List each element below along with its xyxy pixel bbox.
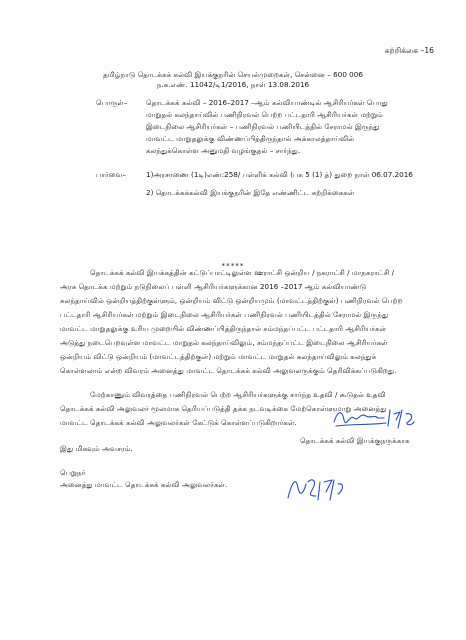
file-number-date: ந.க.எண். 11042/டி1/2016, நாள் 13.08.2016 — [156, 80, 310, 89]
subject-line: கலந்துக்கொள்ள அனுமதி வழங்குதல் – சார்ந்து. — [146, 146, 301, 155]
paragraph-line: பட்டதாரி ஆசிரியர்கள் மற்றும் இடைநிலை ஆசிரியர்கள் பணிநிரவல் பணியிடத்தில் சேராமல் இருந்து — [60, 310, 389, 319]
paragraph-line: மாவட்ட தொடக்கக் கல்வி அலுவலர்கள் கேட்டுக் கொள்ளப்படுகிறார்கள். — [60, 418, 297, 427]
subject-line: மாறுதல் கலந்தாய்வில் பணிநிரவல் பெற்ற பட்டதாரி ஆசிரியர்கள் மற்றும் — [146, 110, 383, 119]
signature — [330, 404, 420, 434]
subject-line: இடைநிலை ஆசிரியர்கள் – பணிநிரவல் பணியிடத்தில் சேராமல் இருந்து — [146, 122, 380, 131]
paragraph-line: மேற்காணும் விவரத்தை பணிநிரவல் பெற்ற ஆசிரியர்களுக்கு சார்ந்த உதவி / கூடுதல் உதவி — [90, 390, 386, 399]
reference-line: 1)அரசாணை (1டி)எண்:258/ பள்ளிக் கல்வி (பக 5 (1) த்) துறை நாள் 06.07.2016 — [146, 170, 413, 179]
paragraph-line: கொள்ளலாம் என்ற விவரம் அனைத்து மாவட்ட தொடக்கக் கல்வி அலுவலருக்கும் தெரிவிக்கப்படுகிறது. — [60, 366, 397, 375]
separator-stars: ***** — [221, 261, 245, 270]
recipient-text: அனைத்து மாவட்ட தொடக்கக் கல்வி அலுவலர்கள். — [60, 480, 228, 489]
reference-line: 2) தொடக்கக்கல்வி இயக்குநரின் இதே எண்ணிட்ட சுற்றிக்கைகள் — [146, 188, 355, 197]
paragraph-line: அடுத்து நடைபெறவுள்ள மாவட்ட மாறுதல் கலந்தாய்விலும், சம்மந்தப்பட்ட இடைநிலை ஆசிரியர்கள் — [60, 338, 388, 347]
reference-label: பார்வை– — [96, 170, 127, 179]
paragraph-line: தொடக்கக் கல்வி இயக்கத்தின் கட்டுப்பாட்டிலுள்ள ஊராட்சி ஒன்றிய / நகராட்சி / மாநகராட்சி / — [90, 268, 395, 277]
circular-number: சுற்றிக்கை –16 — [384, 46, 434, 55]
subject-label: பொருள்– — [96, 98, 128, 107]
paragraph-line: ஒன்றியம் விட்டு ஒன்றியம் (மாவட்டத்திற்குள்) மற்றும் மாவட்ட மாறுதல் கலந்தாய்விலும் கலந்துக் — [60, 352, 377, 361]
initials — [286, 472, 346, 506]
closing-line: இது மிகவும் அவசரம். — [60, 444, 133, 453]
paragraph-line: மாவட்ட மாறுதலுக்கு உரிய முறையில் விண்ணப்பித்திருந்தால் சம்மந்தப்பட்ட பட்டதாரி ஆசிரியர்கள் — [60, 324, 387, 333]
office-header: தமிழ்நாடு தொடக்கக் கல்வி இயக்குநரின் செயல்முறைகள், சென்னை – 600 006 — [103, 70, 363, 79]
paragraph-line: தொடக்கக் கல்வி அலுவலர் மூலமாக தெரியப்படுத்தி தக்க நடவடிக்கை மேற்கொள்ளுமாறு அனைத்து — [60, 404, 387, 413]
recipient-label: பெறுநர் — [60, 468, 86, 477]
subject-line: மாவட்ட மாறுதலுக்கு விண்ணப்பித்திருந்தால் அக்காலத்தாய்வில் — [146, 134, 355, 143]
paragraph-line: அரசு தொடக்க மற்றும் நடுநிலைப் பள்ளி ஆசிரியர்களுக்கான 2016 –2017 ஆம் கல்வியாண்டு — [60, 282, 367, 291]
paragraph-line: கலந்தாய்வில் ஒன்றியத்திற்குள்ளும், ஒன்றியம் விட்டு ஒன்றியமும் (மாவட்டத்திற்குள்) பணிநிரவல் பெற்ற — [60, 296, 403, 305]
subject-line: தொடக்கக் கல்வி – 2016–2017 –ஆம் கல்வியாண்டில் ஆசிரியர்கள் பொது — [146, 98, 388, 107]
signature-title: தொடக்கக் கல்வி இயக்குநருக்காக — [300, 436, 410, 445]
